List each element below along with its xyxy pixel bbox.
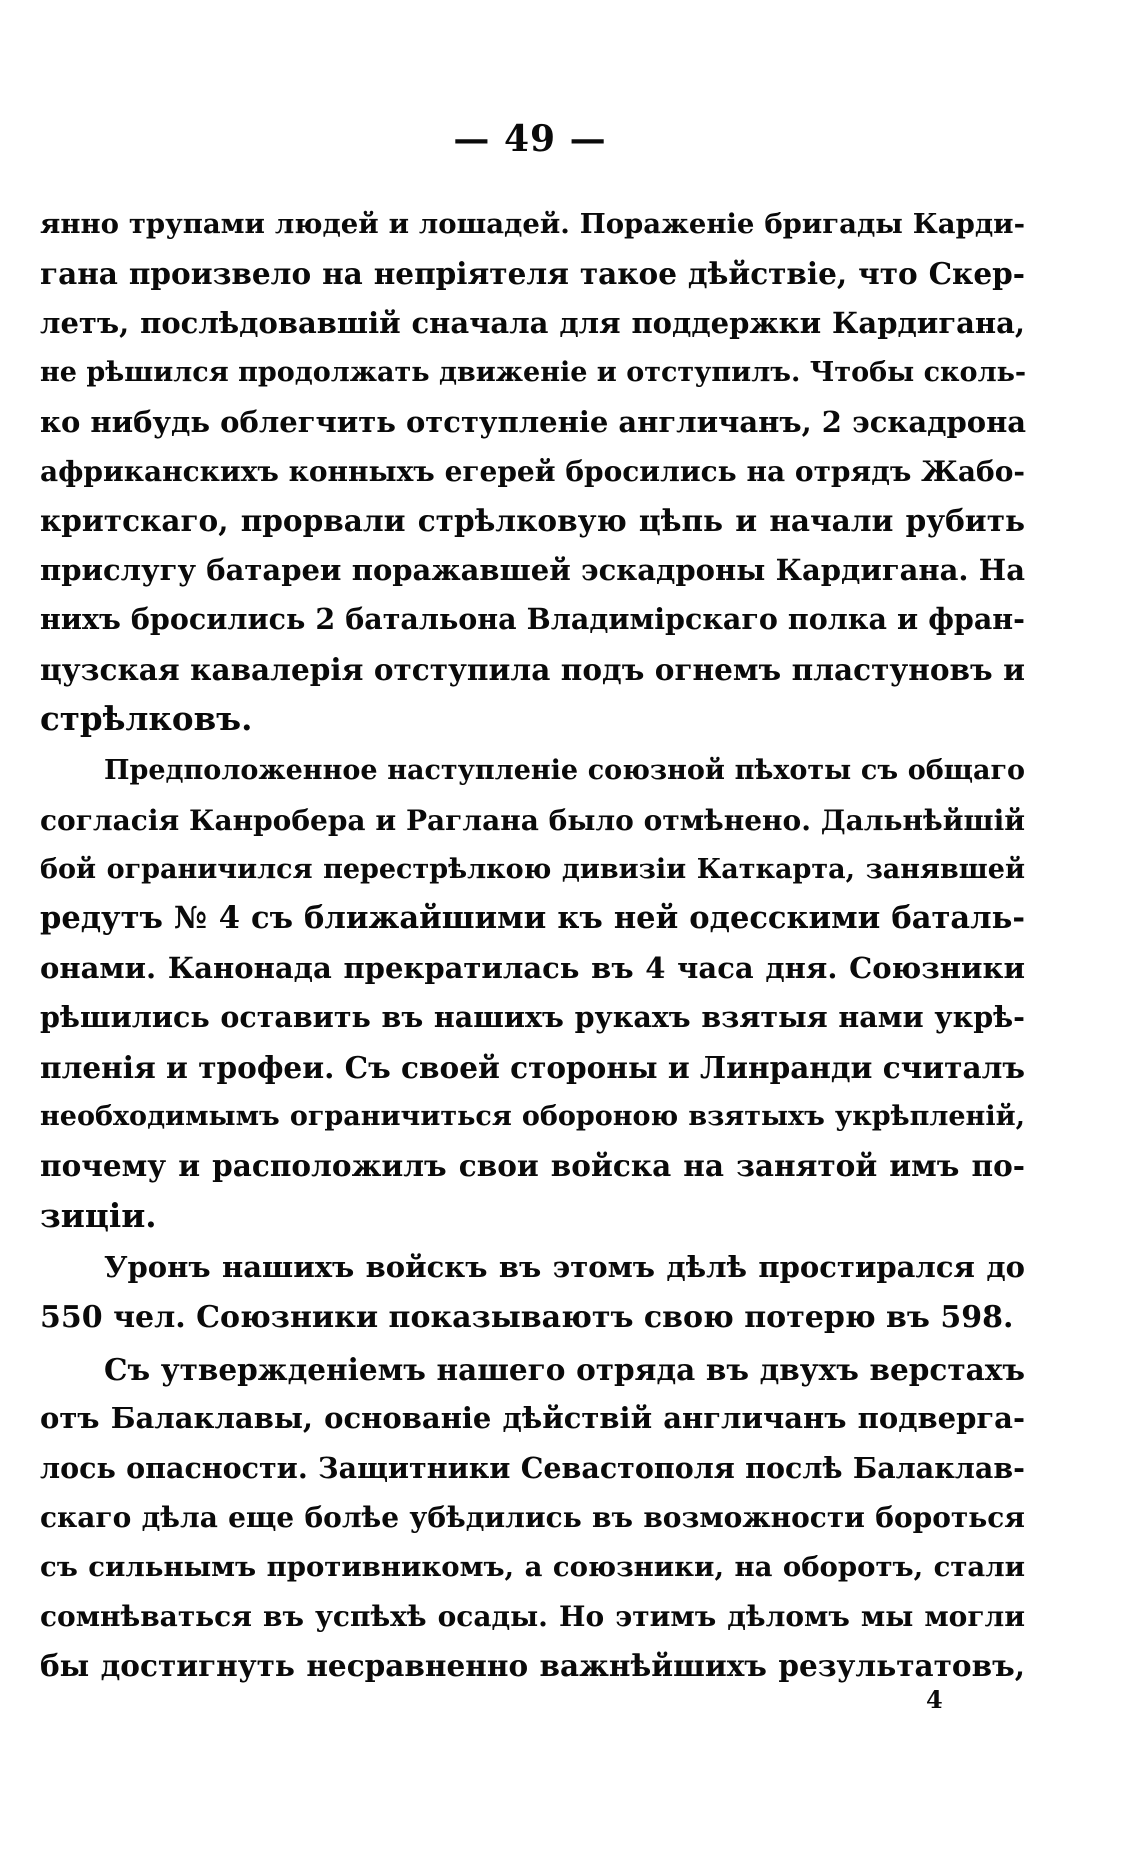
text-line: не рѣшился продолжать движеніе и отступилъ. Чтобы сколь- (40, 357, 1027, 389)
text-line: сомнѣваться въ успѣхѣ осады. Но этимъ дѣломъ мы могли (40, 1599, 1025, 1633)
text-line: Уронъ нашихъ войскъ въ этомъ дѣлѣ простирался до (104, 1250, 1025, 1285)
text-line: согласія Канробера и Раглана было отмѣнено. Дальнѣйшій (40, 803, 1025, 837)
text-line: стрѣлковъ. (40, 698, 253, 738)
text-line: африканскихъ конныхъ егерей бросились на отрядъ Жабо- (40, 454, 1025, 488)
text-line: скаго дѣла еще болѣе убѣдились въ возможности бороться (40, 1501, 1025, 1535)
text-line: цузская кавалерія отступила подъ огнемъ пластуновъ и (40, 651, 1025, 687)
signature-mark: 4 (926, 1685, 943, 1714)
text-line: рѣшились оставить въ нашихъ рукахъ взятыя нами укрѣ- (40, 1000, 1025, 1035)
text-line: зиціи. (40, 1195, 157, 1235)
text-line: редутъ № 4 съ ближайшими къ ней одесскими баталь- (40, 900, 1025, 937)
body-text (40, 200, 1025, 1691)
text-line: летъ, послѣдовавшій сначала для поддержки Кардигана, (40, 305, 1025, 340)
text-line: почему и расположилъ свои войска на занятой имъ по- (40, 1148, 1025, 1184)
paragraph (40, 200, 1025, 743)
text-line: съ сильнымъ противникомъ, а союзники, на оборотъ, стали (40, 1550, 1025, 1583)
page-number: — 49 — (453, 118, 607, 160)
text-line: онами. Канонада прекратилась въ 4 часа дня. Союзники (40, 950, 1025, 985)
paragraph (40, 1345, 1025, 1691)
paragraph (40, 746, 1025, 1240)
paragraph (40, 1243, 1025, 1342)
text-line: янно трупами людей и лошадей. Пораженіе бригады Карди- (40, 208, 1025, 240)
text-line: пленія и трофеи. Съ своей стороны и Линранди считалъ (40, 1049, 1025, 1085)
text-line: нихъ бросились 2 батальона Владимірскаго полка и фран- (40, 602, 1025, 637)
text-line: 550 чел. Союзники показываютъ свою потерю въ 598. (40, 1299, 1014, 1335)
text-line: Съ утвержденіемъ нашего отряда въ двухъ верстахъ (104, 1351, 1025, 1387)
text-line: ко нибудь облегчить отступленіе англичанъ, 2 эскадрона (40, 404, 1027, 439)
text-line: бой ограничился перестрѣлкою дивизіи Каткарта, занявшей (40, 854, 1025, 886)
text-line: лось опасности. Защитники Севастополя послѣ Балаклав- (40, 1450, 1025, 1485)
text-line: критскаго, прорвали стрѣлковую цѣпь и начали рубить (40, 503, 1025, 539)
text-line: прислугу батареи поражавшей эскадроны Кардигана. На (40, 552, 1025, 587)
text-line: бы достигнуть несравненно важнѣйшихъ результатовъ, (40, 1648, 1025, 1684)
text-line: Предположенное наступленіе союзной пѣхоты съ общаго (104, 755, 1025, 787)
text-line: гана произвело на непріятеля такое дѣйствіе, что Скер- (40, 256, 1025, 292)
text-line: необходимымъ ограничиться обороною взятыхъ укрѣпленій, (40, 1101, 1025, 1133)
text-line: отъ Балаклавы, основаніе дѣйствій англичанъ подверга- (40, 1401, 1025, 1436)
